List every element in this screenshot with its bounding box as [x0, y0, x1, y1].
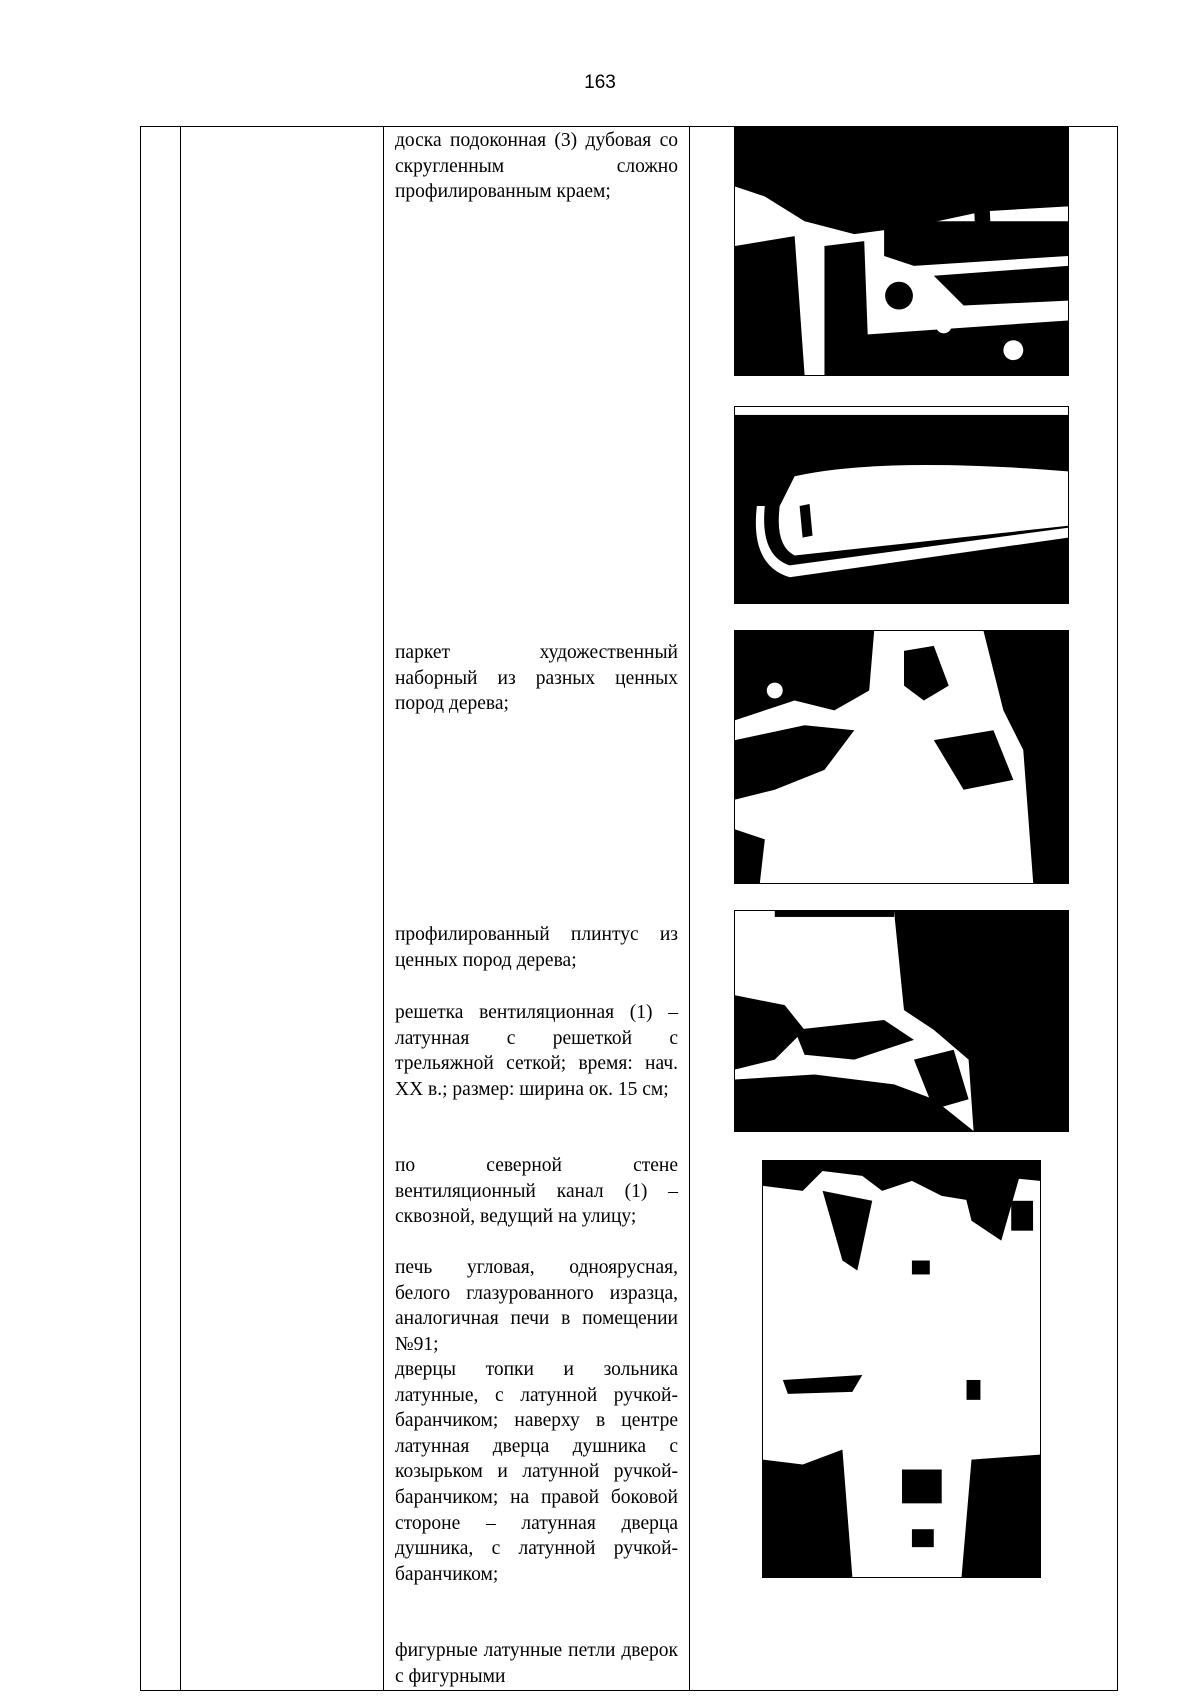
entry-stove-doors: дверцы топки и зольника латунные, с латунной ручкой-баранчиком; наверху в центре латунная дверца душника с козырьком и латунной ручкой-баранчиком; на правой боковой стороне – латунная дверца душника, с латунной ручкой-баранчиком; — [395, 1359, 678, 1585]
entry-ventilation-channel: по северной стене вентиляционный канал (1) – сквозной, ведущий на улицу; — [395, 1155, 678, 1228]
entry-ventilation-grille: решетка вентиляционная (1) – латунная с решеткой с трельяжной сеткой; время: нач. XX в.; размер: ширина ок. 15 см; — [395, 1002, 678, 1100]
photo-window-sill-2 — [734, 406, 1069, 604]
photo-window-sill-1 — [734, 126, 1069, 376]
entry-parquet: паркет художественный наборный из разных ценных пород дерева; — [395, 642, 678, 715]
column-divider-3 — [689, 126, 690, 1691]
page-number: 163 — [584, 72, 616, 93]
entry-stove: печь угловая, одноярусная, белого глазурованного изразца, аналогичная печи в помещении №91; — [395, 1257, 678, 1355]
photo-plinth-grille — [734, 910, 1069, 1132]
column-divider-2 — [383, 126, 384, 1691]
photo-parquet — [734, 630, 1069, 884]
entry-window-sill: доска подоконная (3) дубовая со скругленным сложно профилированным краем; — [395, 130, 678, 203]
entry-plinth: профилированный плинтус из ценных пород дерева; — [395, 924, 678, 971]
entry-hinges: фигурные латунные петли дверок с фигурными — [395, 1640, 678, 1687]
column-divider-1 — [180, 126, 181, 1691]
photo-corner-stove — [762, 1160, 1041, 1578]
